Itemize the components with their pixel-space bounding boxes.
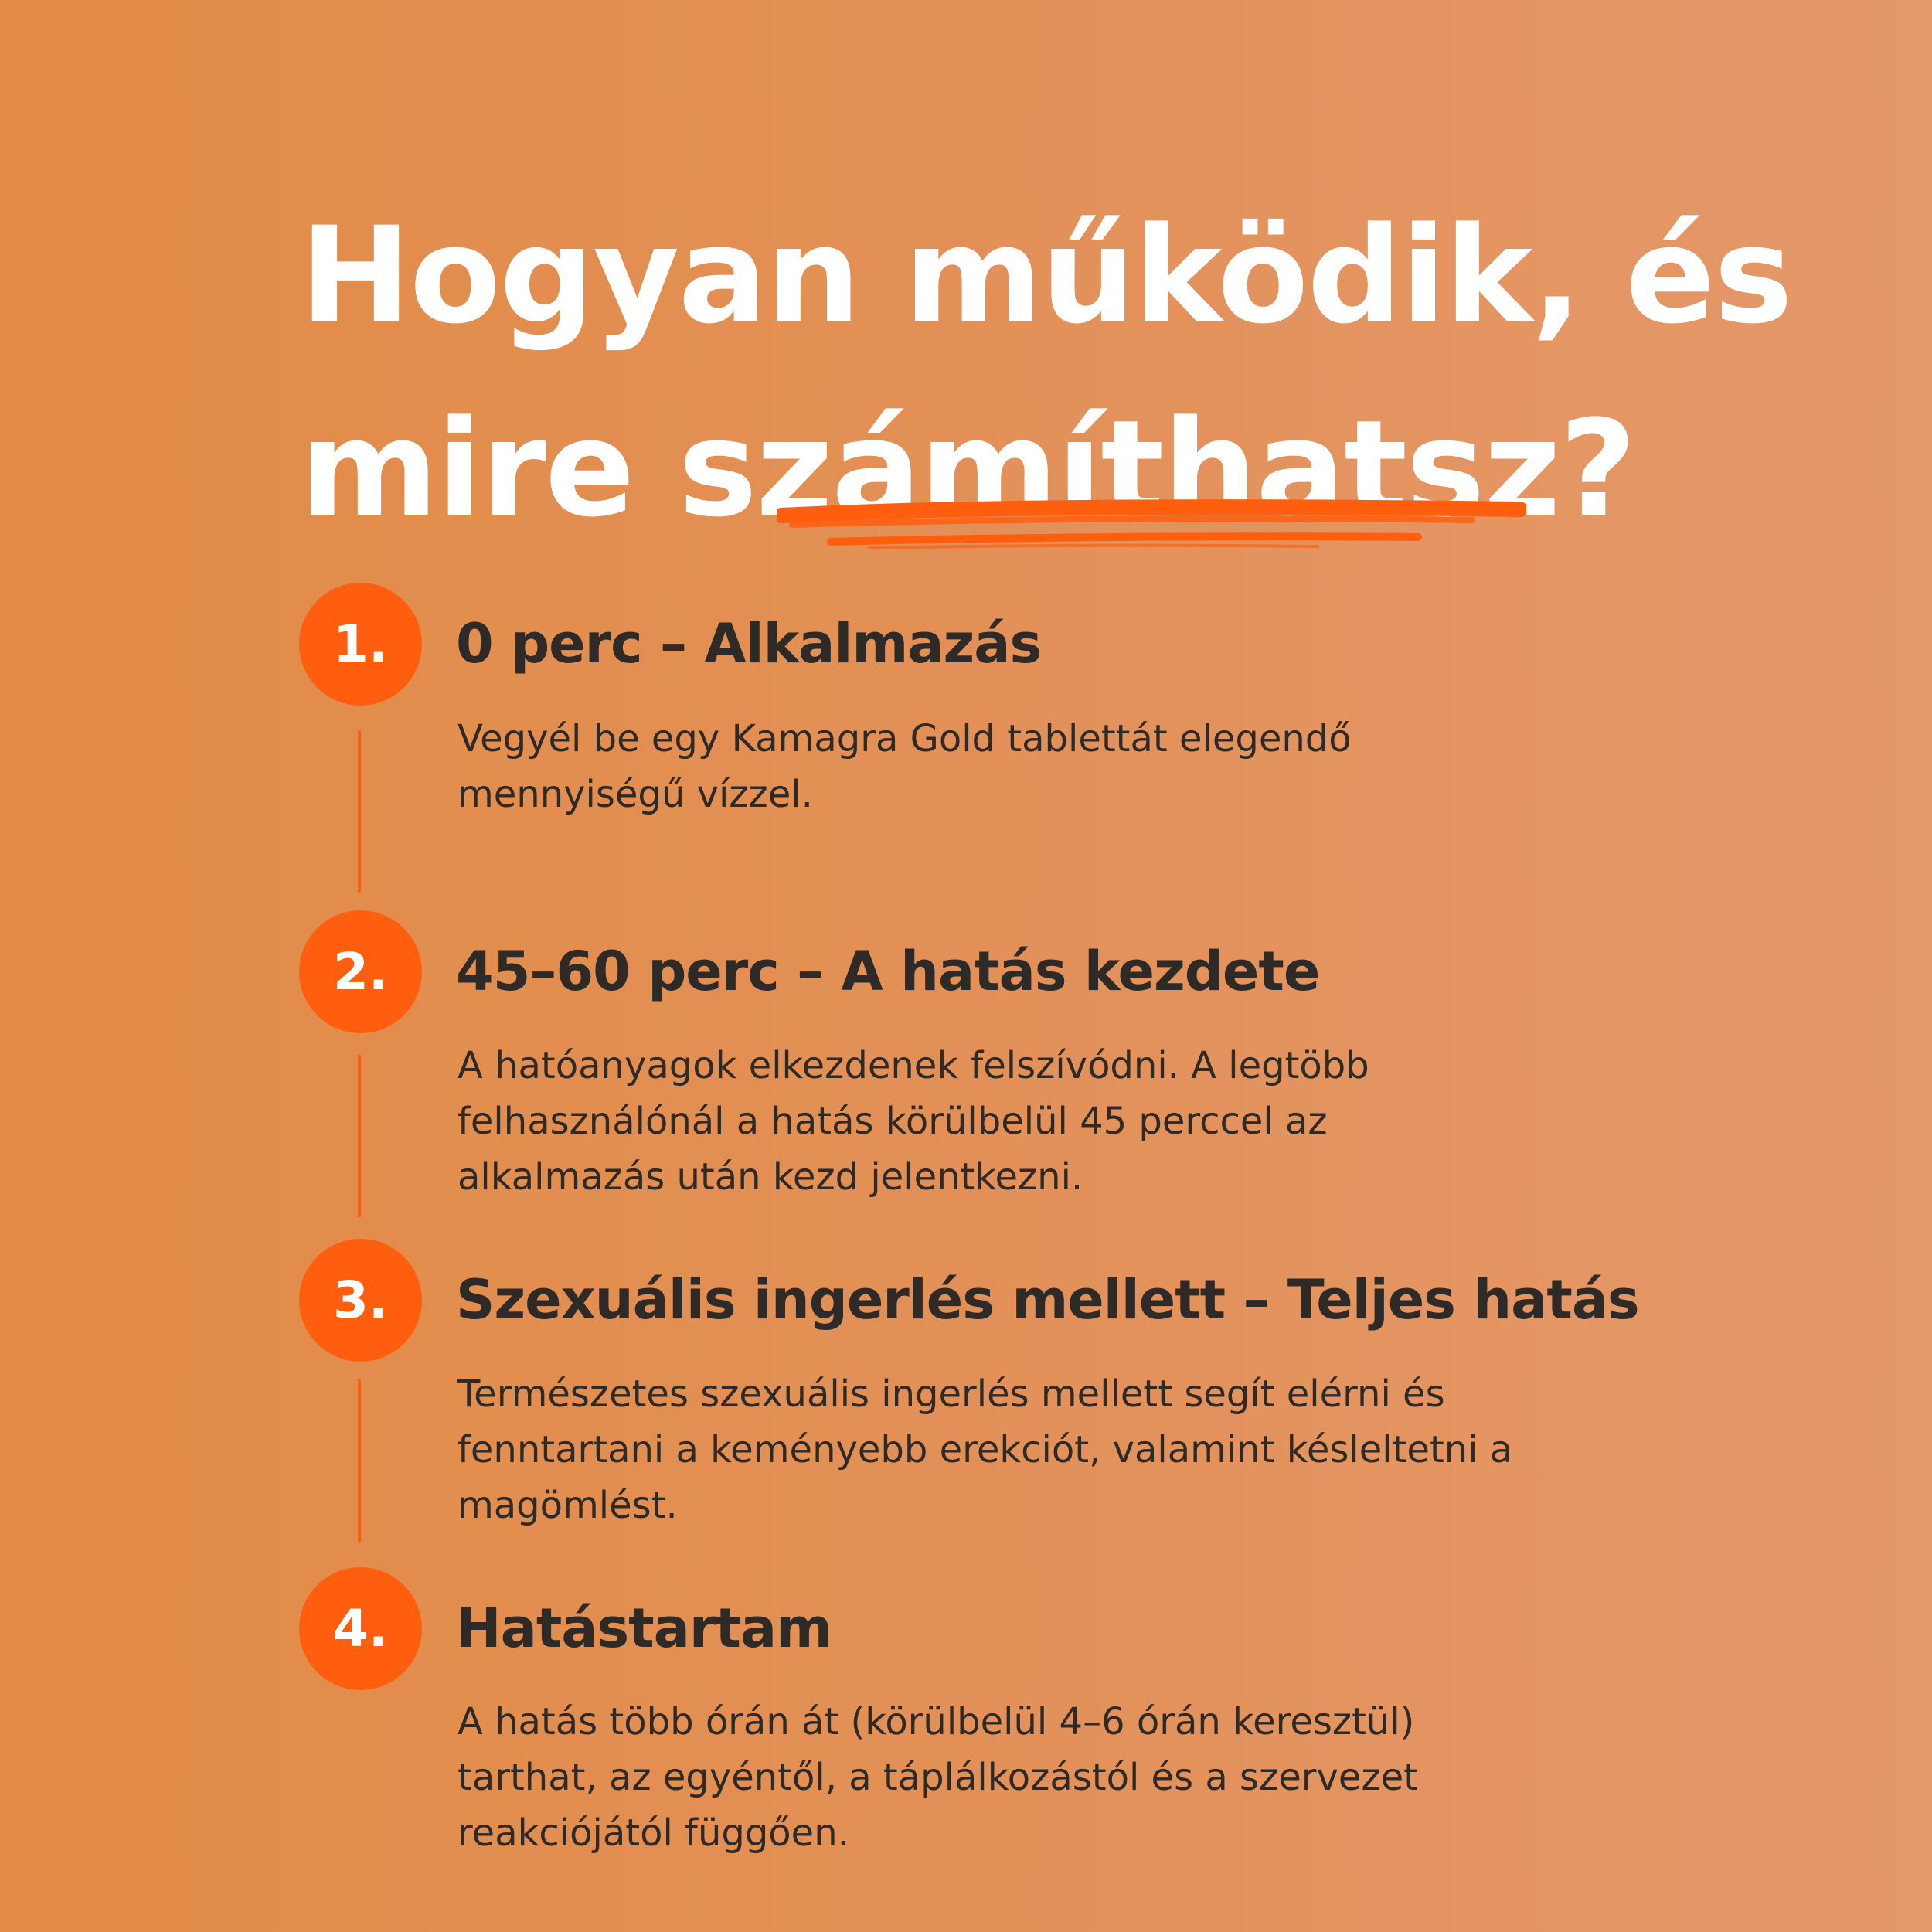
step-2-body-line-1: A hatóanyagok elkezdenek felszívódni. A legtöbb (457, 1044, 1369, 1087)
step-4-body (457, 1694, 1617, 1861)
step-connector-2 (358, 1055, 361, 1217)
step-1-body (457, 711, 1617, 822)
step-1-heading: 0 perc – Alkalmazás (456, 612, 1042, 675)
step-2-body-line-3: alkalmazás után kezd jelentkezni. (457, 1155, 1083, 1199)
step-2-body-line-2: felhasználónál a hatás körülbelül 45 perccel az (457, 1100, 1328, 1143)
step-2-heading: 45–60 perc – A hatás kezdete (456, 940, 1320, 1003)
step-4-number-badge: 4. (299, 1567, 422, 1690)
step-3-body (457, 1366, 1617, 1533)
step-4-body-line-3: reakciójától függően. (457, 1811, 849, 1855)
title-emphasis-word: számíthatsz (678, 391, 1560, 546)
title-line-2-tail: ? (1559, 391, 1635, 546)
step-3-body-line-2: fenntartani a keményebb erekciót, valamint késleltetni a (457, 1428, 1513, 1471)
step-2-body (457, 1038, 1617, 1205)
step-1-body-line-2: mennyiségű vízzel. (457, 773, 813, 816)
step-4-body-line-1: A hatás több órán át (körülbelül 4–6 órán keresztül) (457, 1700, 1415, 1743)
step-1-body-line-1: Vegyél be egy Kamagra Gold tablettát elegendő (457, 717, 1352, 760)
step-connector-3 (358, 1379, 361, 1542)
step-4-heading: Hatástartam (456, 1597, 832, 1660)
step-3-number-badge: 3. (299, 1239, 422, 1362)
step-1-number-badge: 1. (299, 583, 422, 706)
step-connector-1 (358, 730, 361, 893)
step-3-body-line-3: magömlést. (457, 1484, 678, 1527)
title-line-1: Hogyan működik, és (300, 198, 1792, 353)
step-3-heading: Szexuális ingerlés mellett – Teljes hatás (456, 1268, 1639, 1332)
step-2-number-badge: 2. (299, 910, 422, 1033)
brush-underline-icon (777, 498, 1526, 553)
step-3-body-line-1: Természetes szexuális ingerlés mellett segít elérni és (457, 1372, 1445, 1416)
title-line-2-lead: mire (300, 391, 679, 546)
step-4-body-line-2: tarthat, az egyéntől, a táplálkozástól és a szervezet (457, 1756, 1418, 1799)
